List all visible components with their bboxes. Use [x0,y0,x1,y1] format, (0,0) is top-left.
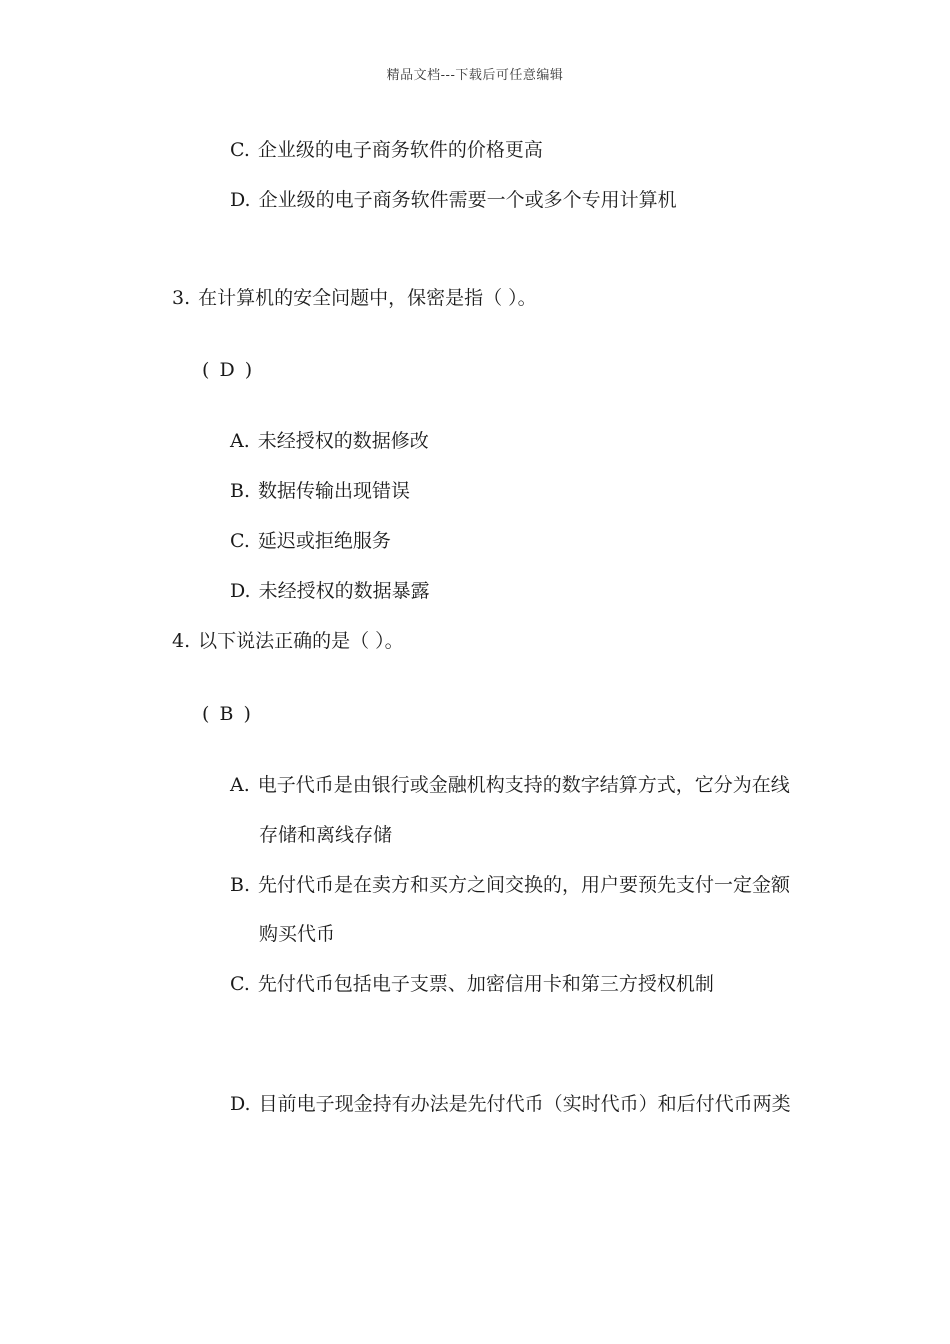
option-text: 企业级的电子商务软件的价格更高 [257,139,543,161]
option-marker: D. [230,580,251,602]
option-marker: C. [230,139,250,161]
question-4-stem [172,629,404,653]
page-header: 精品文档---下载后可任意编辑 [386,68,564,83]
option-text: 先付代币是在卖方和买方之间交换的，用户要预先支付一定金额 [258,874,791,896]
option-text: 目前电子现金持有办法是先付代币（实时代币）和后付代币两类 [258,1093,791,1115]
question-4-answer: ( B ) [202,703,253,725]
question-3-answer: ( D ) [202,359,255,381]
q4-option-a-continuation: 存储和离线存储 [259,824,393,846]
q2-option-c [230,138,543,162]
question-text: 以下说法正确的是（ ）。 [198,630,404,652]
option-text: 未经授权的数据暴露 [258,580,430,602]
option-marker: B. [230,480,251,502]
option-text: 企业级的电子商务软件需要一个或多个专用计算机 [258,189,677,211]
option-marker: B. [230,874,251,896]
q3-option-a [230,429,429,453]
q3-option-b [230,479,410,503]
option-text: 未经授权的数据修改 [257,430,429,452]
question-number: 3. [172,287,191,309]
option-marker: A. [230,774,250,796]
q3-option-d [230,579,430,603]
q4-option-c [230,972,714,996]
question-text: 在计算机的安全问题中，保密是指（ ）。 [198,287,537,309]
option-marker: C. [230,530,250,552]
option-marker: D. [230,1093,251,1115]
q3-option-c [230,529,391,553]
option-marker: D. [230,189,251,211]
option-marker: C. [230,973,250,995]
question-number: 4. [172,630,191,652]
option-text: 延迟或拒绝服务 [257,530,391,552]
option-text: 数据传输出现错误 [258,480,411,502]
q4-option-b-continuation: 购买代币 [259,923,336,945]
option-text: 电子代币是由银行或金融机构支持的数字结算方式，它分为在线 [257,774,790,796]
q4-option-d [230,1092,791,1116]
option-marker: A. [230,430,250,452]
q4-option-a [230,773,790,797]
q2-option-d [230,188,677,212]
option-text: 先付代币包括电子支票、加密信用卡和第三方授权机制 [257,973,714,995]
q4-option-b [230,873,790,897]
question-3-stem [172,286,537,310]
